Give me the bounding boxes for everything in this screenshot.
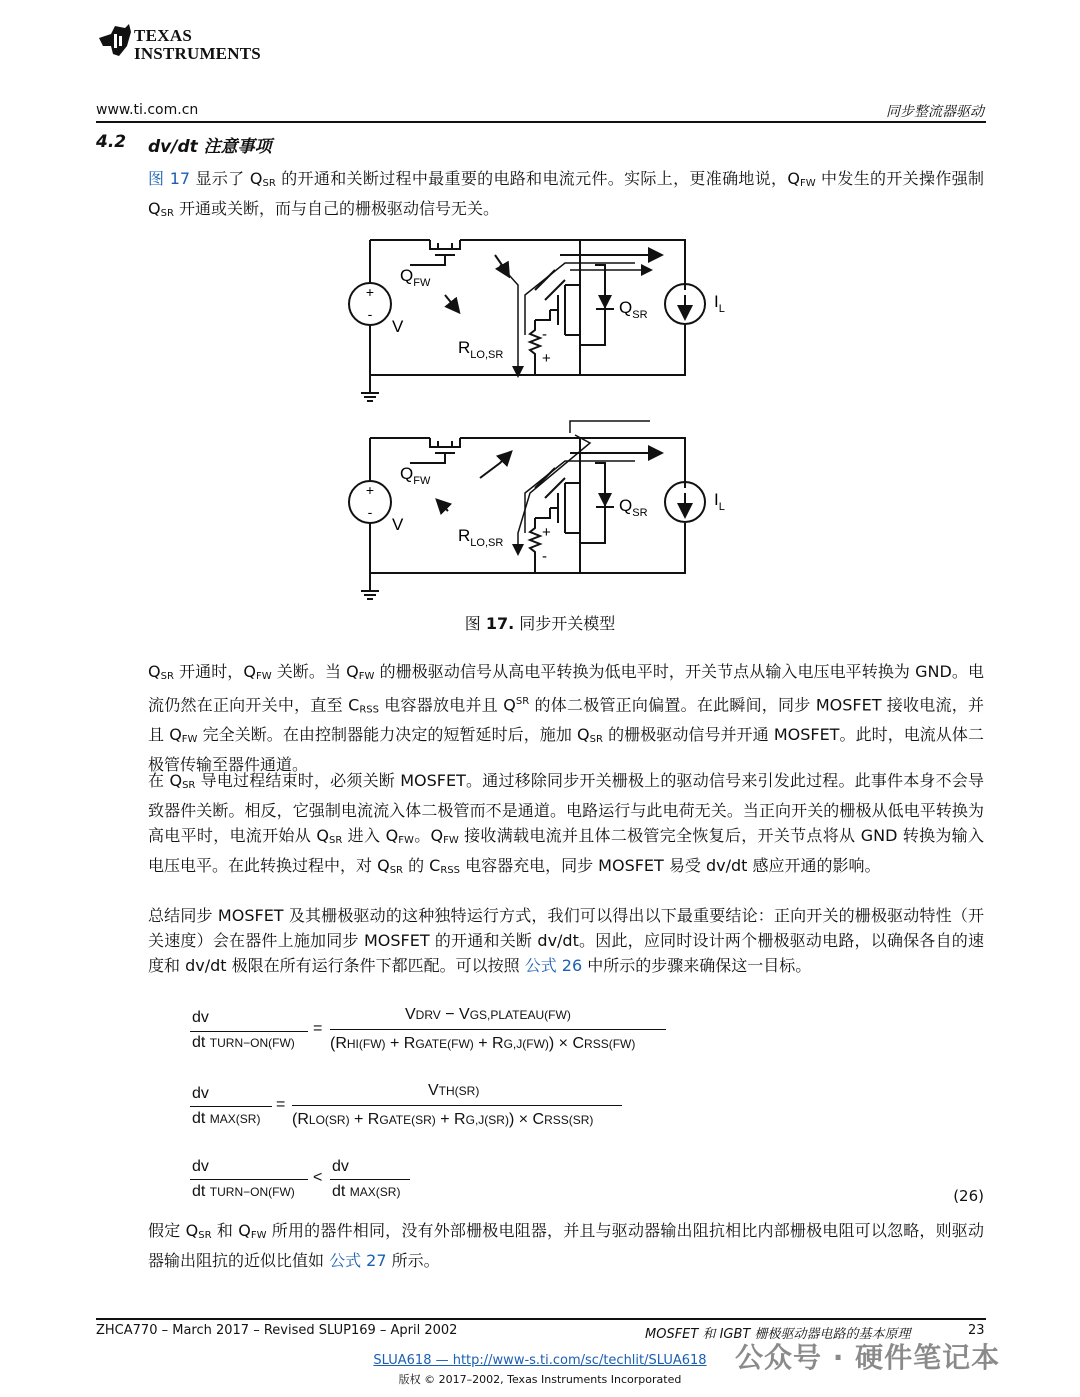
paragraph-2: 在 $Q_{SR}$ 导电过程结束时，必须关断 MOSFET。通过移除同步开关栅极上的驱动信号来引发此过程。此事件本身不会导致器件关断。相反，它强制电流流入体二极管而不是通道。电路运行与此电荷无关。当正向开关的栅极从低电平转换为高电平时，电流开始从 $Q_{SR}$ 进入 $Q_{FW}$。$Q_{FW}$ 接收满载电流并且体二极管完全恢复后，开关节点将从 GND 转换为输入电压电平。在此转换过程中，对 $Q_{SR}$ 的 $C_{RSS}$ 电容器充电，同步 MOSFET 易受 dv/dt 感应开通的影响。: [148, 771, 984, 876]
label-bottom-rlo: $R_{LO,SR}$: [458, 526, 504, 549]
eq3-dv-left: dv: [192, 1158, 209, 1175]
eq2-fraction-bar: [292, 1105, 622, 1106]
label-top-vminus: -: [367, 306, 373, 322]
eq1-denominator: (RHI(FW) + RGATE(FW) + RG,J(FW)) × CRSS(FW): [330, 1035, 636, 1052]
equation-26-link[interactable]: 公式 26: [524, 956, 583, 975]
paragraph-1: $Q_{SR}$ 开通时，$Q_{FW}$ 关断。当 $Q_{FW}$ 的栅极驱动信号从高电平转换为低电平时，开关节点从输入电压电平转换为 GND。电流仍然在正向开关中，直至 $C_{RSS}$ 电容器放电并且 $Q^{SR}$ 的体二极管正向偏置。在此瞬间，同步 MOSFET 接收电流，并且 $Q_{FW}$ 完全关断。在由控制器能力决定的短暂延时后，施加 $Q_{SR}$ 的栅极驱动信号并开通 MOSFET。此时，电流从体二极管传输至器件通道。: [148, 662, 984, 775]
eq2-equals: =: [276, 1096, 286, 1113]
footer-doc-title: MOSFET 和 IGBT 栅极驱动器电路的基本原理: [645, 1327, 911, 1342]
label-bottom-plus: +: [542, 524, 551, 541]
eq2-numerator: VTH(SR): [428, 1082, 480, 1099]
eq1-dv: dv: [192, 1009, 209, 1026]
equation-number: (26): [953, 1187, 984, 1205]
eq1-numerator: VDRV − VGS,PLATEAU(FW): [405, 1006, 571, 1023]
logo-text-texas: TEXAS: [134, 26, 193, 45]
label-top-qsr: $Q_{SR}$: [619, 298, 648, 321]
eq2-left-bar: [190, 1106, 272, 1107]
eq2-dv: dv: [192, 1085, 209, 1102]
eq1-fraction-bar: [330, 1029, 666, 1030]
eq3-dv-right: dv: [332, 1158, 349, 1175]
label-bottom-il: $I_L$: [714, 490, 725, 513]
paragraph-4: 假定 $Q_{SR}$ 和 $Q_{FW}$ 所用的器件相同，没有外部栅极电阻器，并且与驱动器输出阻抗相比内部栅极电阻可以忽略，则驱动器输出阻抗的近似比值如 公式 27 所示。: [148, 1221, 984, 1270]
label-bottom-v: V: [392, 515, 404, 534]
eq3-dt-right-sub: MAX(SR): [349, 1185, 401, 1199]
section-number: 4.2: [96, 132, 127, 152]
figure-link[interactable]: 图 17: [148, 169, 191, 188]
eq2-denominator: (RLO(SR) + RGATE(SR) + RG,J(SR)) × CRSS(SR): [292, 1111, 594, 1128]
label-top-vplus: +: [365, 284, 375, 300]
footer-copyright: 版权 © 2017–2002, Texas Instruments Incorporated: [398, 1373, 682, 1386]
intro-paragraph: 图 17 显示了 $Q_{SR}$ 的开通和关断过程中最重要的电路和电流元件。实际上，更准确地说，$Q_{FW}$ 中发生的开关操作强制 $Q_{SR}$ 开通或关断，而与自己的栅极驱动信号无关。: [148, 169, 984, 219]
eq2-dt: dt: [192, 1110, 206, 1127]
label-bottom-minus: -: [542, 548, 547, 565]
label-bottom-vminus: -: [367, 504, 373, 520]
logo-text-instruments: INSTRUMENTS: [134, 44, 261, 63]
label-top-rlo: $R_{LO,SR}$: [458, 338, 504, 361]
label-top-v: V: [392, 317, 404, 336]
label-bottom-vplus: +: [365, 482, 375, 498]
header-rule: [96, 121, 986, 123]
footer-doc-id: ZHCA770 – March 2017 – Revised SLUP169 – April 2002: [96, 1323, 458, 1338]
eq3-dt-right: dt: [332, 1183, 346, 1200]
eq3-less-than: <: [313, 1169, 323, 1186]
label-top-plus: +: [542, 350, 551, 367]
watermark: 公众号 · 硬件笔记本: [735, 1341, 1001, 1374]
label-top-qfw: $Q_{FW}$: [400, 266, 431, 289]
page-number: 23: [968, 1323, 985, 1338]
label-bottom-qsr: $Q_{SR}$: [619, 496, 648, 519]
equation-27-link[interactable]: 公式 27: [329, 1251, 387, 1270]
label-top-il: $I_L$: [714, 292, 725, 315]
eq1-left-bar: [190, 1031, 308, 1032]
section-title: dv/dt 注意事项: [148, 137, 272, 157]
figure-caption: 图 17. 同步开关模型: [464, 614, 616, 633]
sync-switch-figure: [330, 225, 750, 605]
eq3-dt-left-sub: TURN−ON(FW): [209, 1185, 295, 1199]
footer-link[interactable]: SLUA618 — http://www-s.ti.com/sc/techlit/SLUA618: [373, 1353, 707, 1368]
eq3-dt-left: dt: [192, 1183, 206, 1200]
header-title: 同步整流器驱动: [886, 104, 984, 120]
label-top-minus: -: [542, 326, 547, 343]
eq2-dt-sub: MAX(SR): [209, 1112, 261, 1126]
label-bottom-qfw: $Q_{FW}$: [400, 464, 431, 487]
eq1-dt-sub: TURN−ON(FW): [209, 1036, 295, 1050]
eq3-right-bar: [330, 1179, 410, 1180]
eq3-left-bar: [190, 1179, 308, 1180]
site-url[interactable]: www.ti.com.cn: [96, 102, 199, 118]
eq1-equals: =: [313, 1020, 323, 1037]
footer-rule: [96, 1318, 986, 1320]
paragraph-3: 总结同步 MOSFET 及其栅极驱动的这种独特运行方式，我们可以得出以下最重要结论：正向开关的栅极驱动特性（开关速度）会在器件上施加同步 MOSFET 的开通和关断 dv/dt。因此，应同时设计两个栅极驱动电路，以确保各自的速度和 dv/dt 极限在所有运行条件下都匹配。可以按照 公式 26 中所示的步骤来确保这一目标。: [148, 906, 984, 975]
eq1-dt: dt: [192, 1034, 206, 1051]
